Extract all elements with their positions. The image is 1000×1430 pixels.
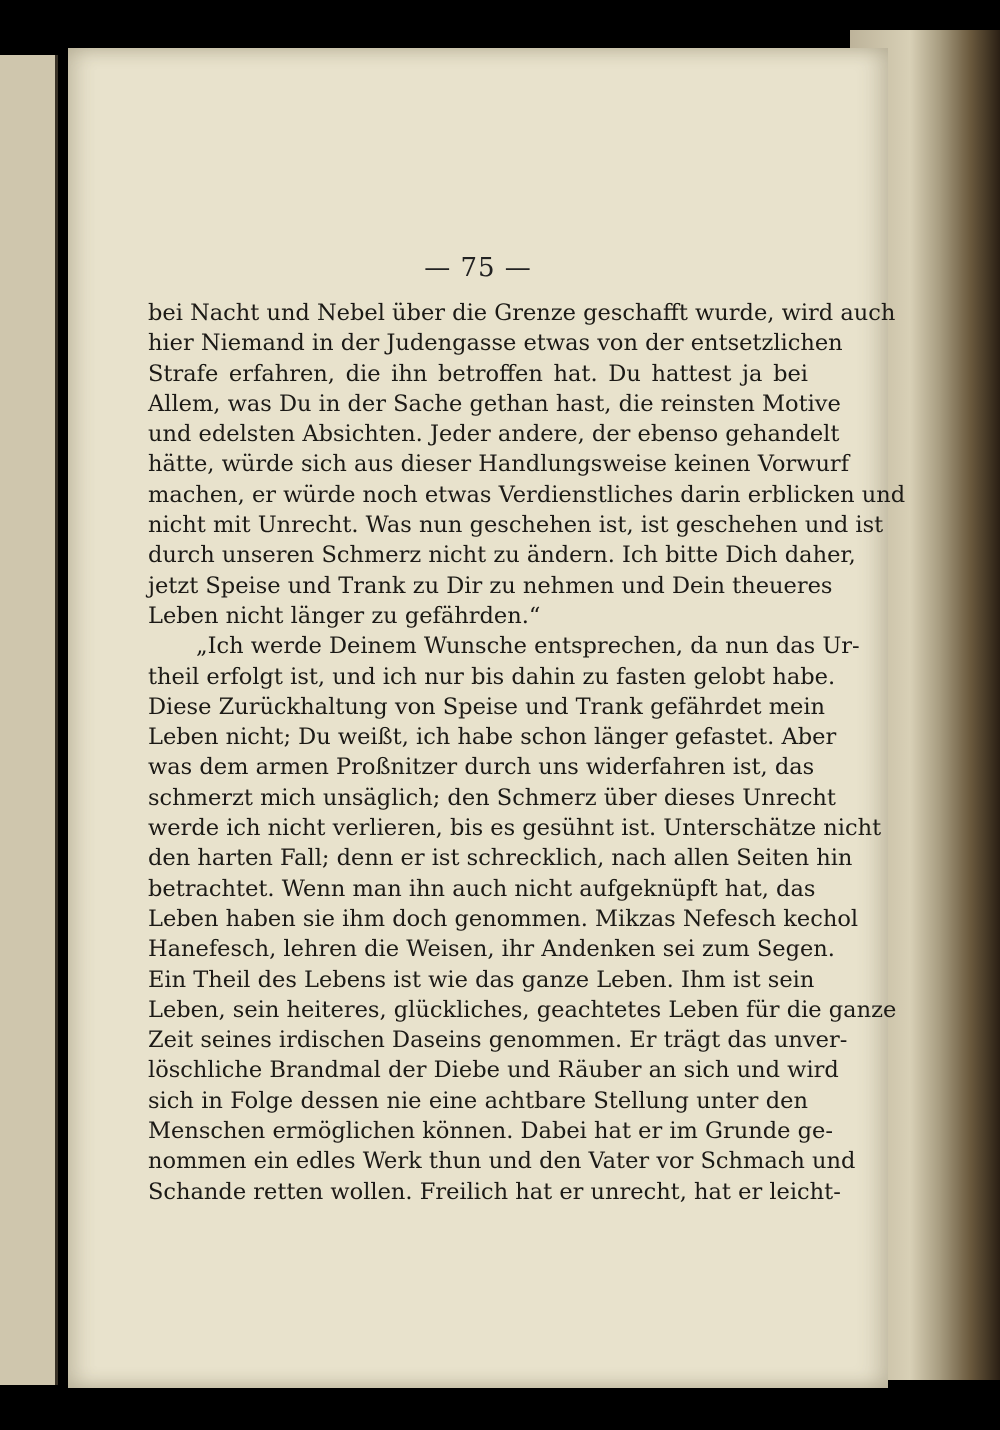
- text-line: Menschen ermöglichen können. Dabei hat er im Grunde ge-: [148, 1118, 833, 1145]
- text-line: sich in Folge dessen nie eine achtbare Stellung unter den: [148, 1087, 808, 1114]
- text-line: Leben nicht; Du weißt, ich habe schon länger gefastet. Aber: [148, 724, 837, 751]
- page-number: — 75 —: [424, 253, 532, 283]
- text-line: hätte, würde sich aus dieser Handlungsweise keinen Vorwurf: [148, 451, 850, 478]
- text-line: betrachtet. Wenn man ihn auch nicht aufgeknüpft hat, das: [148, 875, 816, 902]
- text-line: Diese Zurückhaltung von Speise und Trank gefährdet mein: [148, 693, 826, 720]
- text-line: jetzt Speise und Trank zu Dir zu nehmen und Dein theueres: [148, 572, 833, 599]
- text-line: Leben, sein heiteres, glückliches, geachtetes Leben für die ganze: [148, 996, 897, 1023]
- text-line: Hanefesch, lehren die Weisen, ihr Andenken sei zum Segen.: [148, 936, 835, 963]
- text-line: theil erfolgt ist, und ich nur bis dahin zu fasten gelobt habe.: [148, 663, 836, 690]
- text-line: was dem armen Proßnitzer durch uns widerfahren ist, das: [148, 754, 815, 781]
- text-line: Strafe erfahren, die ihn betroffen hat. Du hattest ja bei: [148, 360, 808, 387]
- text-line: löschliche Brandmal der Diebe und Räuber an sich und wird: [148, 1057, 839, 1084]
- text-line: nommen ein edles Werk thun und den Vater vor Schmach und: [148, 1148, 856, 1175]
- left-page-edge: [0, 55, 58, 1385]
- text-line: werde ich nicht verlieren, bis es gesühnt ist. Unterschätze nicht: [148, 815, 882, 842]
- text-line: Leben haben sie ihm doch genommen. Mikzas Nefesch kechol: [148, 905, 859, 932]
- text-line: und edelsten Absichten. Jeder andere, der ebenso gehandelt: [148, 421, 840, 448]
- text-line: machen, er würde noch etwas Verdienstliches darin erblicken und: [148, 481, 906, 508]
- text-line: Ein Theil des Lebens ist wie das ganze Leben. Ihm ist sein: [148, 966, 815, 993]
- text-line: Zeit seines irdischen Daseins genommen. Er trägt das unver-: [148, 1027, 848, 1054]
- text-line: Leben nicht länger zu gefährden.“: [148, 602, 541, 629]
- text-line: Allem, was Du in der Sache gethan hast, die reinsten Motive: [148, 390, 841, 417]
- book-page: [68, 48, 906, 1388]
- text-line: schmerzt mich unsäglich; den Schmerz über dieses Unrecht: [148, 784, 836, 811]
- text-line: Schande retten wollen. Freilich hat er unrecht, hat er leicht-: [148, 1178, 841, 1205]
- text-line: den harten Fall; denn er ist schrecklich, nach allen Seiten hin: [148, 845, 853, 872]
- text-line: durch unseren Schmerz nicht zu ändern. Ich bitte Dich daher,: [148, 542, 856, 569]
- text-line: bei Nacht und Nebel über die Grenze geschafft wurde, wird auch: [148, 300, 896, 326]
- body-text: [148, 298, 906, 1207]
- text-line: hier Niemand in der Judengasse etwas von der entsetzlichen: [148, 330, 843, 357]
- text-line: „Ich werde Deinem Wunsche entsprechen, da nun das Ur-: [196, 633, 860, 660]
- text-line: nicht mit Unrecht. Was nun geschehen ist, ist geschehen und ist: [148, 512, 884, 539]
